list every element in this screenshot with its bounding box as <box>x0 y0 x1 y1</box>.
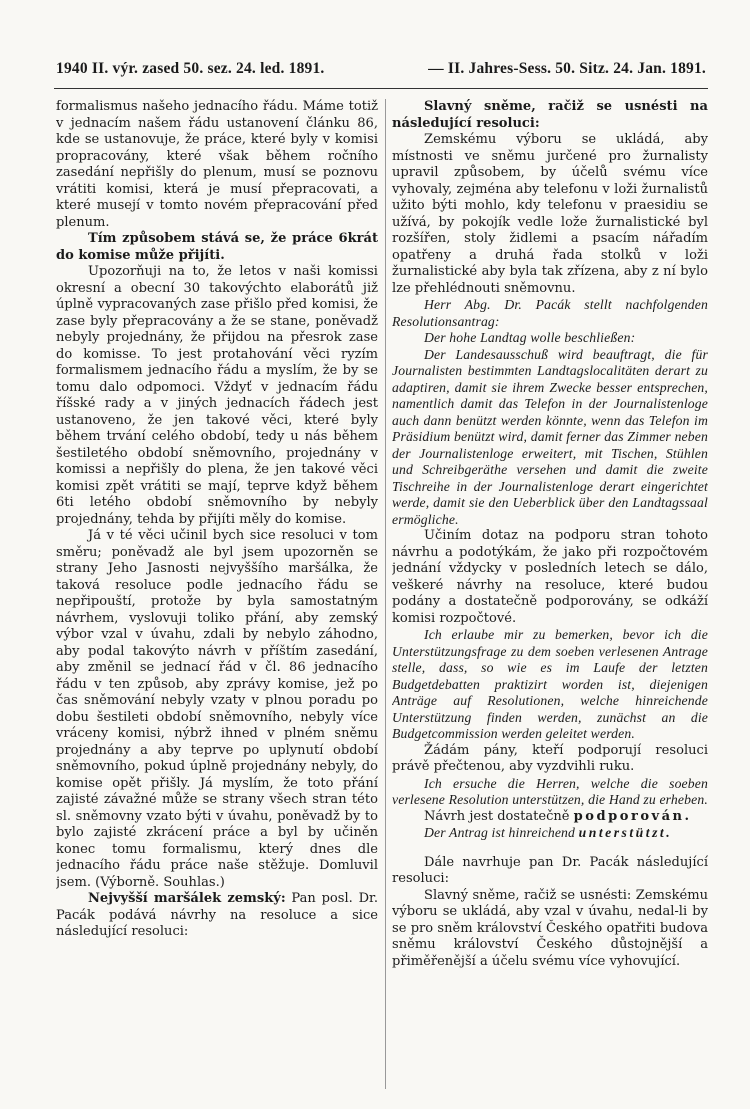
paragraph: Tím způsobem stává se, že práce 6krát do komise může přijíti. <box>56 231 378 263</box>
spaced-paragraph <box>392 809 708 826</box>
spaced-pre: Návrh jest dostatečně <box>424 808 574 824</box>
spaced-word: podporován. <box>573 808 692 824</box>
speaker-name: Nejvyšší maršálek zemský: <box>88 891 286 906</box>
paragraph-german: Ich erlaube mir zu bemerken, bevor ich die Unterstützungsfrage zu dem soeben verlesenen Antrage stelle, dass, so wie es im Laufe der letzten Budgetdebatten praktizirt worden ist, diejenigen Anträge auf Resolutionen, welche hinreichende Unterstützung finden werden, zunächst an die Budgetcommission werden geleitet werden. <box>392 627 708 741</box>
header-czech: 1940 II. výr. zased 50. sez. 24. led. 1891. <box>56 60 325 77</box>
left-column <box>56 99 378 1099</box>
paragraph-german: Herr Abg. Dr. Pacák stellt nachfolgenden Resolutionsantrag: <box>392 297 708 329</box>
speaker-text: Pan posl. Dr. Pacák podává návrhy na resoluce a sice následující resoluci: <box>56 891 378 939</box>
header-rule <box>54 88 708 89</box>
paragraph: Zemskému výboru se ukládá, aby místnosti ve sněmu jurčené pro žurnalisty upravil způsobem, by účelů svému více vyhovaly, zejména aby telefonu v loži žurnalistů užito býti mohlo, kdy telefonu v praesidiu se užívá, by pokojík vedle lože žurnalistické byl rozšířen, stoly židlemi a psacím nářadím opatřeny a druhá řada stolků v loži žurnalistické aby byla tak zřízena, aby z ní bylo lze přehlédnouti sněmovnu. <box>392 132 708 296</box>
spaced-paragraph-german <box>392 825 708 842</box>
paragraph-german: Der hohe Landtag wolle beschließen: <box>424 330 636 345</box>
paragraph: Já v té věci učinil bych sice resoluci v tom směru; poněvadž ale byl jsem upozorněn se strany Jeho Jasnosti nejvyššího maršálka, že taková resoluce podle jednacího řádu se nepřipouští, protože by byla samostatným návrhem, vyslovuji toliko přání, aby zemský výbor vzal v úvahu, zdali by nebylo záhodno, aby podal takovýto návrh v příštím zasedání, aby změnil se jednací řád v čl. 86 jednacího řádu v ten způsob, aby zprávy komise, jež po čas sněmování nebyly vzaty v plnou poradu po dobu šestileti období sněmovního, nebyly více vráceny komisi, nýbrž ihned v plném sněmu projednány a aby teprve po uplynutí období sněmovního, pokud úplně projednány nebyly, do komise opět přišly. Já myslím, že toto přání zajisté závažné může se strany všech stran této sl. sněmovny vzato býti v úvahu, poněvadž by to bylo zajisté zkrácení práce a byl by učiněn konec tomu formalismu, který dnes dle jednacího řádu práce naše stěžuje. Domluvil jsem. (Výborně. Souhlas.) <box>56 528 378 890</box>
spaced-word: unterstützt. <box>578 825 673 840</box>
paragraph: Upozorňuji na to, že letos v naši komissi okresní a obecní 30 takovýchto elaborátů již úplně vypracovaných zase přišlo před komisi, že zase byly přepracovány a že se stane, poněvadž nebyly projednány, že přijdou na přesrok zase do komisse. To jest protahování věci ryzím formalismem jednacího řádu a myslím, že by se tomu dalo odpomoci. Vždyť v jednacím řádu říšské rady a v jiných jednacích řádech jest ustanoveno, že jen takové věci, které byly během trvání celého období, tedy u nás během šestiletého období sněmovního, projednány v komissi a nepřišly do plena, že jen takové věci komisi zpět vrátiti se mají, teprve když během 6ti letého období sněmovního by nebyly projednány, tehda by přijíti měly do komise. <box>56 264 378 527</box>
paragraph: Slavný sněme, račiž se usnésti na následující resoluci: <box>392 99 708 131</box>
speaker-paragraph <box>56 891 378 941</box>
page-header <box>56 60 706 86</box>
paragraph: Dále navrhuje pan Dr. Pacák následující resoluci: <box>392 854 708 886</box>
header-german: — II. Jahres-Sess. 50. Sitz. 24. Jan. 1891. <box>428 60 706 77</box>
column-divider <box>385 99 386 1089</box>
spaced-pre: Der Antrag ist hinreichend <box>424 825 579 840</box>
paragraph: Slavný sněme, račiž se usnésti: Zemskému výboru se ukládá, aby vzal v úvahu, nedal-li by se pro sněm království Českého opatřiti budova sněmu království Českého důstojnější a přiměřenější a účelu svému více vyhovující. <box>392 887 708 969</box>
paragraph-german: Der Landesausschuß wird beauftragt, die für Journalisten bestimmten Landtagslocalitäten derart zu adaptiren, damit sie ihrem Zwecke besser entsprechen, namentlich damit das Telefon in der Journalistenloge auch dann benützt werden könnte, wenn das Telefon im Präsidium benützt wird, damit ferner das Zimmer neben der Journalistenloge erweitert, mit Tischen, Stühlen und Schreibgeräthe versehen und damit die zweite Tischreihe in der Journalistenloge derart eingerichtet werde, damit sie den Ueberblick über den Landtagssaal ermögliche. <box>392 346 708 527</box>
right-column <box>392 99 708 1099</box>
paragraph: formalismus našeho jednacího řádu. Máme totiž v jednacím našem řádu ustanovení článku 86, kde se ustanovuje, že práce, které byly v komisi propracovány, které však během ročního zasedání nepřišly do plenum, musí se poznovu vrátiti komisi, která je musí přepracovati, a které musejí v tomto novém přepracování před plenum. <box>56 99 378 230</box>
paragraph: Učiním dotaz na podporu stran tohoto návrhu a podotýkám, že jako při rozpočtovém jednání vždycky v posledních letech se dálo, veškeré návrhy na resoluce, které budou podány a dostatečně podporovány, se odkáží komisi rozpočtové. <box>392 528 708 626</box>
paragraph-german: Ich ersuche die Herren, welche die soeben verlesene Resolution unterstützen, die Hand zu erheben. <box>392 775 708 807</box>
paragraph: Žádám pány, kteří podporují resoluci právě přečtenou, aby vyzdvihli ruku. <box>392 742 708 774</box>
